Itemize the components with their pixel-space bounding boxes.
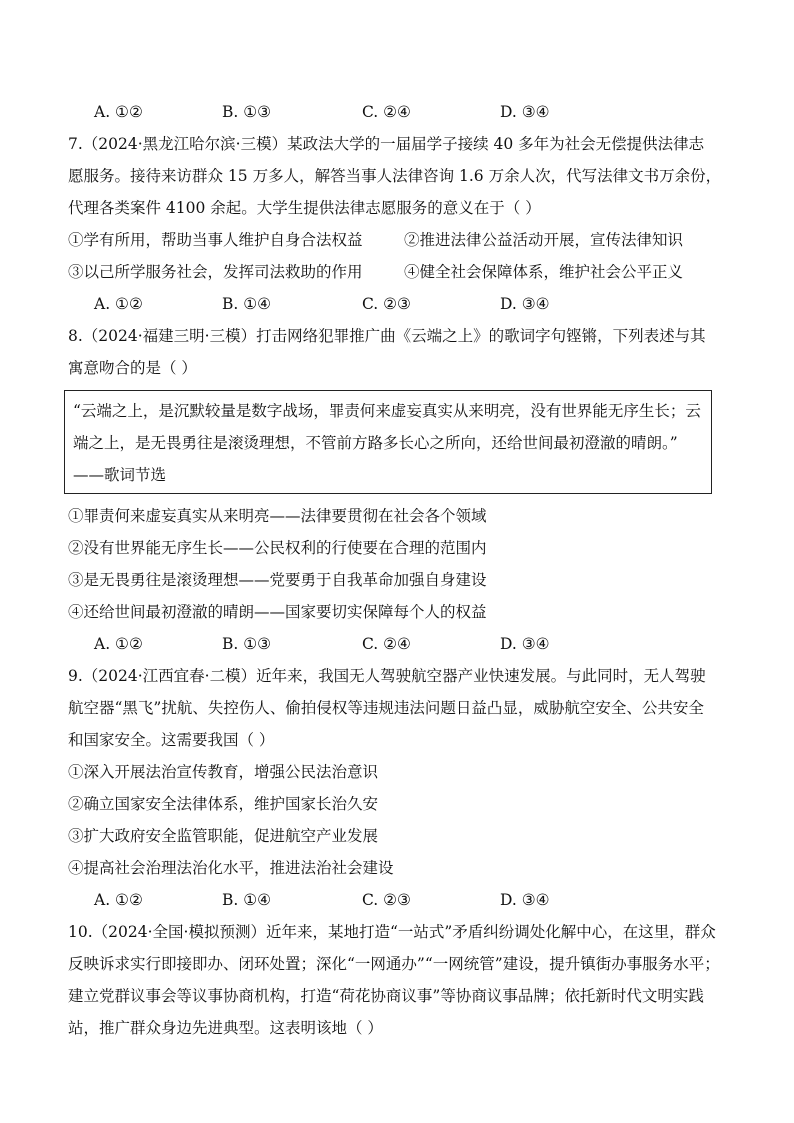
q9-option-a: A. ①② (94, 891, 143, 909)
lyrics-quote-box (64, 390, 712, 494)
q10-stem-line: 站，推广群众身边先进典型。这表明该地（ ） (68, 1019, 383, 1037)
q10-stem-line: 10.（2024·全国·模拟预测）近年来，某地打造“一站式”矛盾纠纷调处化解中心，在这里，群众 (68, 923, 716, 941)
question-9 (68, 660, 732, 916)
q6-option-a: A. ①② (94, 103, 143, 121)
q9-item-1: ①深入开展法治宣传教育，增强公民法治意识 (68, 763, 379, 781)
q7-items-row (68, 224, 732, 256)
q7-option-d: D. ③④ (500, 295, 550, 313)
q7-stem-line: 愿服务。接待来访群众 15 万多人，解答当事人法律咨询 1.6 万余人次，代写法律文书万余份， (68, 167, 722, 185)
q9-option-c: C. ②③ (362, 891, 411, 909)
question-7 (68, 128, 732, 320)
q7-options (68, 288, 732, 320)
q7-option-b: B. ①④ (222, 295, 272, 313)
q6-option-c: C. ②④ (362, 103, 411, 121)
q8-option-c: C. ②④ (362, 635, 411, 653)
q7-option-a: A. ①② (94, 295, 143, 313)
q8-stem-line: 寓意吻合的是（ ） (68, 359, 197, 377)
q6-option-b: B. ①③ (222, 103, 272, 121)
q7-option-c: C. ②③ (362, 295, 411, 313)
q9-item-4: ④提高社会治理法治化水平，推进法治社会建设 (68, 859, 394, 877)
q8-options (68, 628, 732, 660)
q8-item-4: ④还给世间最初澄澈的晴朗——国家要切实保障每个人的权益 (68, 603, 487, 621)
quote-source: ——歌词节选 (73, 466, 167, 484)
q6-option-d: D. ③④ (500, 103, 550, 121)
q9-stem-line: 航空器“黑飞”扰航、失控伤人、偷拍侵权等违规违法问题日益凸显，威胁航空安全、公共安全 (68, 699, 704, 717)
q7-item-4: ④健全社会保障体系，维护社会公平正义 (404, 263, 684, 281)
q8-option-d: D. ③④ (500, 635, 550, 653)
question-10 (68, 916, 732, 1044)
q7-items-row (68, 256, 732, 288)
q7-item-1: ①学有所用，帮助当事人维护自身合法权益 (68, 231, 363, 249)
q7-item-3: ③以己所学服务社会，发挥司法救助的作用 (68, 263, 363, 281)
q9-options (68, 884, 732, 916)
q6-options (68, 96, 732, 128)
q8-item-3: ③是无畏勇往是滚烫理想——党要勇于自我革命加强自身建设 (68, 571, 487, 589)
q9-stem-line: 和国家安全。这需要我国（ ） (68, 731, 275, 749)
q9-item-2: ②确立国家安全法律体系，维护国家长治久安 (68, 795, 379, 813)
q8-stem-line: 8.（2024·福建三明·三模）打击网络犯罪推广曲《云端之上》的歌词字句铿锵，下列表述与其 (68, 327, 706, 345)
q9-option-d: D. ③④ (500, 891, 550, 909)
question-8 (68, 320, 732, 660)
q9-option-b: B. ①④ (222, 891, 272, 909)
q8-option-b: B. ①③ (222, 635, 272, 653)
q7-stem-line: 代理各类案件 4100 余起。大学生提供法律志愿服务的意义在于（ ） (68, 199, 541, 217)
quote-line: “云端之上，是沉默较量是数字战场，罪责何来虚妄真实从来明亮，没有世界能无序生长；云 (73, 402, 701, 420)
q8-item-2: ②没有世界能无序生长——公民权利的行使要在合理的范围内 (68, 539, 487, 557)
quote-line: 端之上，是无畏勇往是滚烫理想，不管前方路多长心之所向，还给世间最初澄澈的晴朗。” (73, 434, 678, 452)
q9-stem-line: 9.（2024·江西宜春·二模）近年来，我国无人驾驶航空器产业快速发展。与此同时，无人驾驶 (68, 667, 706, 685)
q8-option-a: A. ①② (94, 635, 143, 653)
exam-page (68, 96, 732, 1044)
q8-item-1: ①罪责何来虚妄真实从来明亮——法律要贯彻在社会各个领域 (68, 507, 487, 525)
q10-stem-line: 反映诉求实行即接即办、闭环处置；深化“一网通办”“一网统管”建设，提升镇街办事服务水平； (68, 955, 720, 973)
q10-stem-line: 建立党群议事会等议事协商机构，打造“荷花协商议事”等协商议事品牌；依托新时代文明实践 (68, 987, 704, 1005)
q7-item-2: ②推进法律公益活动开展，宣传法律知识 (404, 231, 684, 249)
q7-stem-line: 7.（2024·黑龙江哈尔滨·三模）某政法大学的一届届学子接续 40 多年为社会无偿提供法律志 (68, 135, 705, 153)
q9-item-3: ③扩大政府安全监管职能，促进航空产业发展 (68, 827, 379, 845)
